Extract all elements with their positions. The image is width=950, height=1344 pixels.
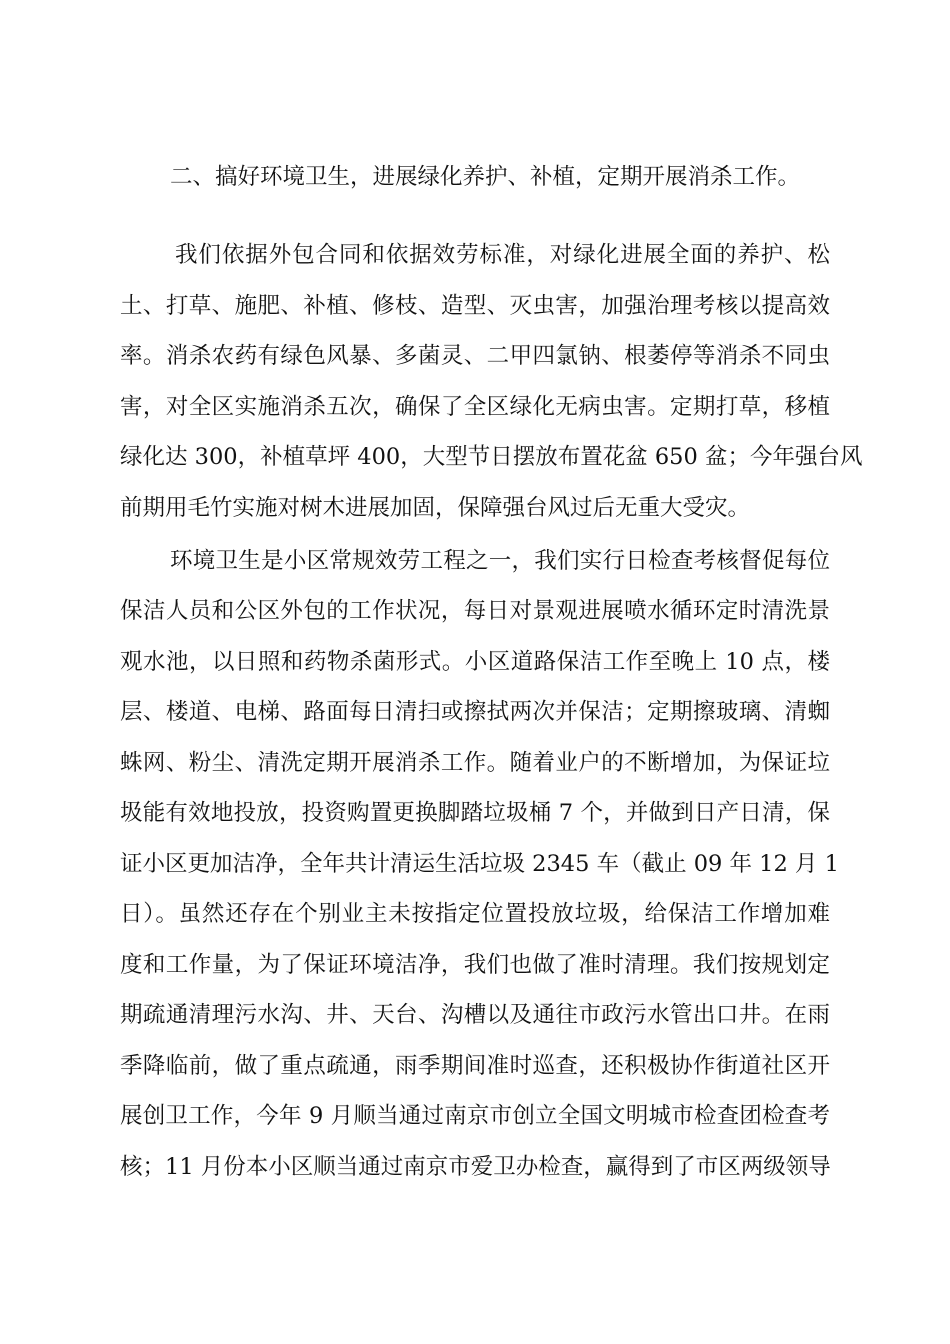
paragraph-2-line: 蛛网、粉尘、清洗定期开展消杀工作。随着业户的不断增加，为保证垃 [120, 750, 830, 776]
paragraph-2-line: 圾能有效地投放，投资购置更换脚踏垃圾桶 7 个，并做到日产日清，保 [120, 800, 830, 826]
paragraph-2-line: 日）。虽然还存在个别业主未按指定位置投放垃圾，给保洁工作增加难 [120, 901, 830, 927]
paragraph-2-line: 证小区更加洁净，全年共计清运生活垃圾 2345 车（截止 09 年 12 月 1 [120, 851, 839, 877]
paragraph-1-line: 前期用毛竹实施对树木进展加固，保障强台风过后无重大受灾。 [120, 495, 751, 521]
paragraph-1-line: 率。消杀农药有绿色风暴、多菌灵、二甲四氯钠、根萎停等消杀不同虫 [120, 343, 830, 369]
paragraph-2-line: 度和工作量，为了保证环境洁净，我们也做了准时清理。我们按规划定 [120, 952, 830, 978]
paragraph-2-line: 层、楼道、电梯、路面每日清扫或擦拭两次并保洁；定期擦玻璃、清蜘 [120, 699, 830, 725]
paragraph-2-line: 保洁人员和公区外包的工作状况，每日对景观进展喷水循环定时清洗景 [120, 598, 830, 624]
paragraph-2-line: 核；11 月份本小区顺当通过南京市爱卫办检查，赢得到了市区两级领导 [120, 1154, 831, 1180]
paragraph-1-line: 土、打草、施肥、补植、修枝、造型、灭虫害，加强治理考核以提高效 [120, 293, 830, 319]
paragraph-1-line: 害，对全区实施消杀五次，确保了全区绿化无病虫害。定期打草，移植 [120, 394, 830, 420]
paragraph-2-line: 季降临前，做了重点疏通，雨季期间准时巡查，还积极协作街道社区开 [120, 1053, 830, 1079]
paragraph-2-line: 期疏通清理污水沟、井、天台、沟槽以及通往市政污水管出口井。在雨 [120, 1002, 830, 1028]
paragraph-1-line: 我们依据外包合同和依据效劳标准，对绿化进展全面的养护、松 [175, 242, 830, 268]
paragraph-2-line: 展创卫工作，今年 9 月顺当通过南京市创立全国文明城市检查团检查考 [120, 1103, 830, 1129]
paragraph-2-line: 观水池，以日照和药物杀菌形式。小区道路保洁工作至晚上 10 点，楼 [120, 649, 830, 675]
paragraph-1-line: 绿化达 300，补植草坪 400，大型节日摆放布置花盆 650 盆；今年强台风 [120, 444, 863, 470]
paragraph-2-line: 环境卫生是小区常规效劳工程之一，我们实行日检查考核督促每位 [170, 548, 830, 574]
section-heading: 二、搞好环境卫生，进展绿化养护、补植，定期开展消杀工作。 [170, 164, 801, 190]
